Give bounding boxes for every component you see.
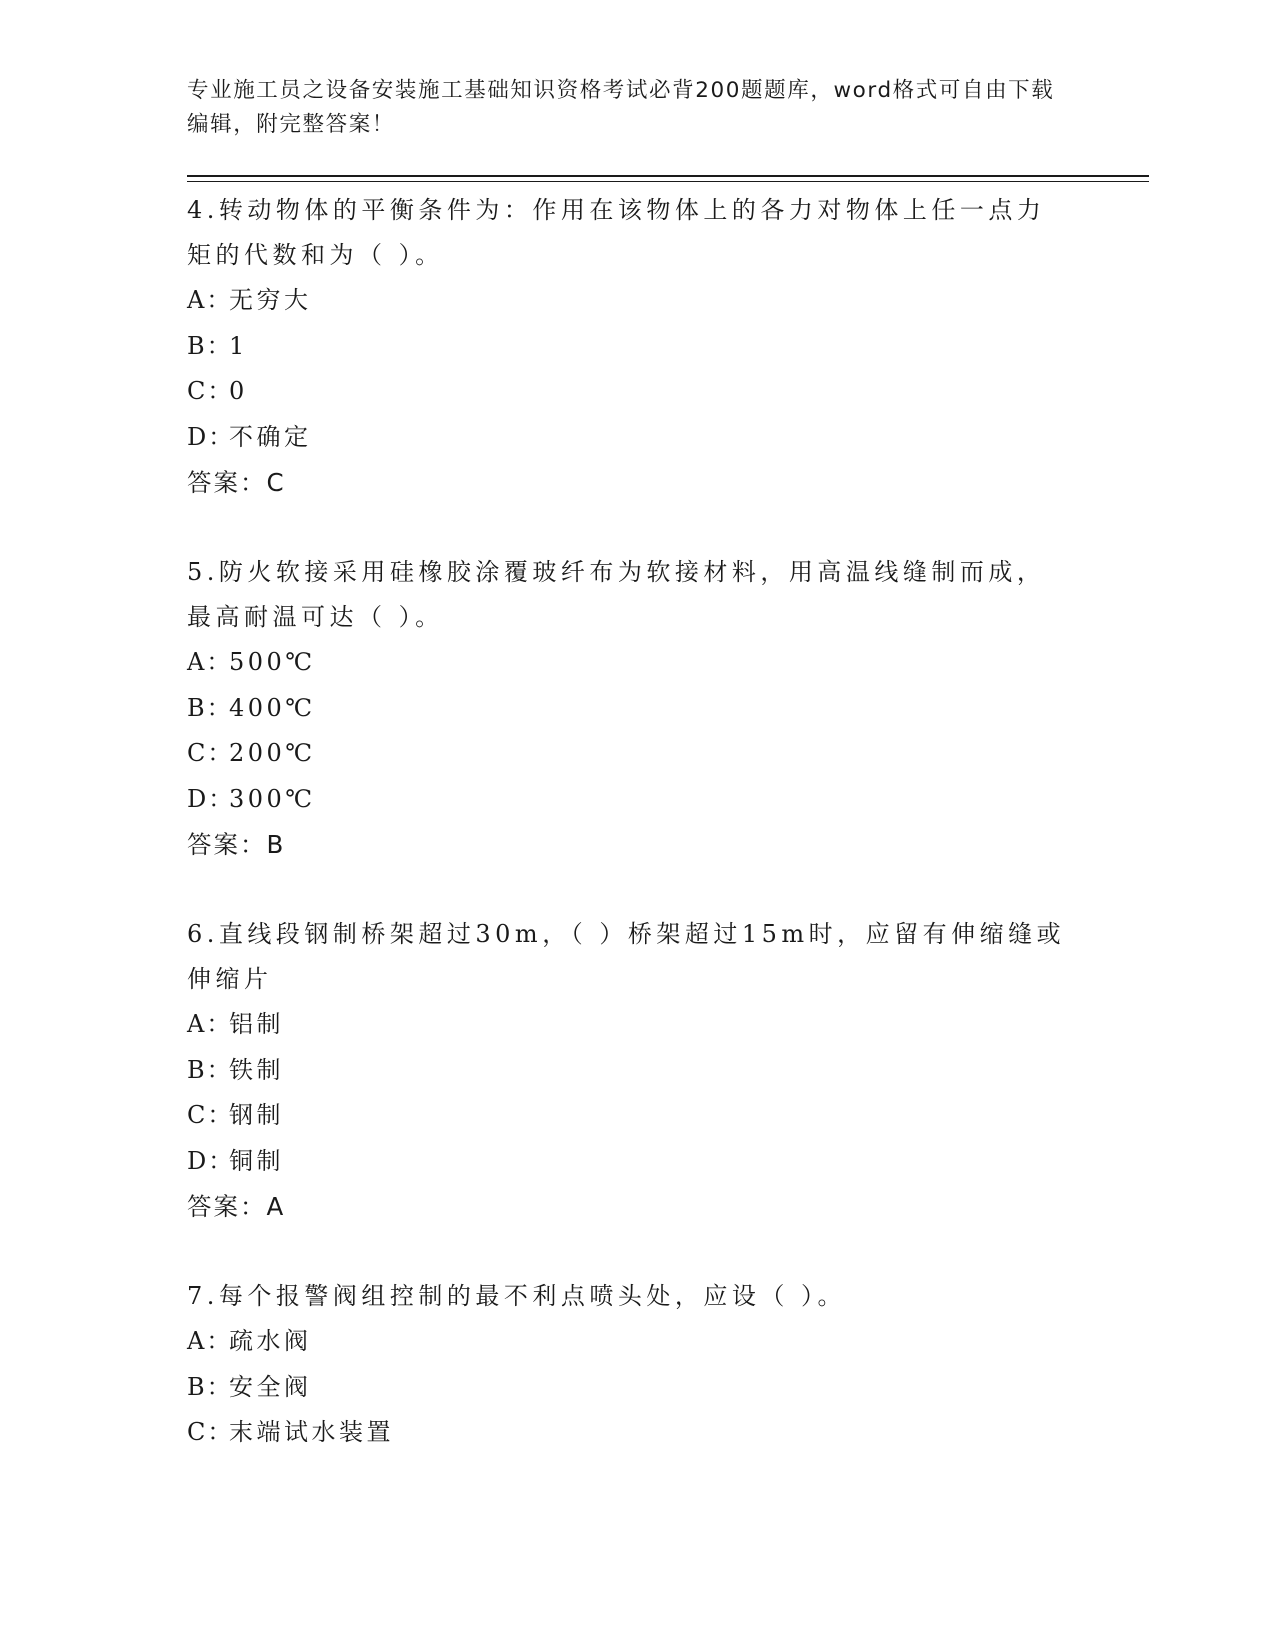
option-letter: B： (187, 331, 233, 360)
option-b (187, 324, 1087, 370)
option-text: 铁制 (229, 1055, 284, 1084)
option-a (187, 278, 1087, 324)
option-text: 钢制 (229, 1101, 284, 1129)
question-item (187, 550, 1087, 868)
option-c (187, 1093, 1087, 1139)
option-letter: A： (187, 1327, 233, 1355)
option-letter: A： (187, 286, 233, 314)
option-c (187, 369, 1087, 415)
option-text: 1 (229, 331, 248, 360)
question-item (187, 188, 1087, 506)
question-stem: 6.直线段钢制桥架超过30m，（ ）桥架超过15m时，应留有伸缩缝或伸缩片 (187, 920, 1066, 993)
option-text: 300℃ (229, 784, 316, 813)
option-d (187, 1139, 1087, 1185)
option-text: 疏水阀 (229, 1327, 312, 1355)
header-divider-thin (187, 181, 1149, 182)
question-item (187, 1274, 1087, 1456)
option-text: 铜制 (229, 1146, 284, 1175)
question-stem: 4.转动物体的平衡条件为：作用在该物体上的各力对物体上任一点力矩的代数和为（ ）。 (187, 196, 1046, 269)
option-letter: D： (187, 422, 235, 451)
option-letter: C： (187, 1101, 234, 1129)
option-a (187, 1319, 1087, 1365)
option-letter: B： (187, 1055, 233, 1084)
option-letter: A： (187, 1010, 233, 1038)
answer-line: 答案：C (187, 468, 286, 497)
option-a (187, 1002, 1087, 1048)
option-d (187, 777, 1087, 823)
option-b (187, 686, 1087, 732)
option-c (187, 1410, 1087, 1456)
option-d (187, 415, 1087, 461)
option-b (187, 1048, 1087, 1094)
option-text: 200℃ (229, 739, 316, 767)
option-letter: C： (187, 377, 234, 405)
option-letter: C： (187, 739, 234, 767)
option-letter: C： (187, 1418, 234, 1446)
option-text: 400℃ (229, 693, 316, 722)
option-letter: B： (187, 693, 233, 722)
option-text: 无穷大 (229, 286, 312, 314)
option-text: 不确定 (229, 422, 312, 451)
option-text: 末端试水装置 (229, 1418, 394, 1446)
option-c (187, 731, 1087, 777)
question-stem: 7.每个报警阀组控制的最不利点喷头处，应设（ ）。 (187, 1282, 847, 1310)
option-text: 0 (229, 377, 248, 405)
question-stem: 5.防火软接采用硅橡胶涂覆玻纤布为软接材料，用高温线缝制而成，最高耐温可达（ ）。 (187, 558, 1046, 631)
option-letter: D： (187, 784, 235, 813)
answer-line: 答案：A (187, 1192, 286, 1221)
option-text: 铝制 (229, 1010, 284, 1038)
option-letter: A： (187, 648, 233, 676)
question-spacer (187, 506, 1087, 550)
question-item (187, 912, 1087, 1230)
document-header-title: 专业施工员之设备安装施工基础知识资格考试必背200题题库，word格式可自由下载编辑，附完整答案！ (187, 78, 1055, 137)
question-list (187, 188, 1087, 1456)
header-divider-thick (187, 175, 1149, 177)
option-letter: D： (187, 1146, 235, 1175)
option-letter: B： (187, 1372, 233, 1401)
option-b (187, 1365, 1087, 1411)
option-a (187, 640, 1087, 686)
option-text: 500℃ (229, 648, 316, 676)
question-spacer (187, 1230, 1087, 1274)
answer-line: 答案：B (187, 830, 286, 859)
question-spacer (187, 868, 1087, 912)
option-text: 安全阀 (229, 1372, 312, 1401)
